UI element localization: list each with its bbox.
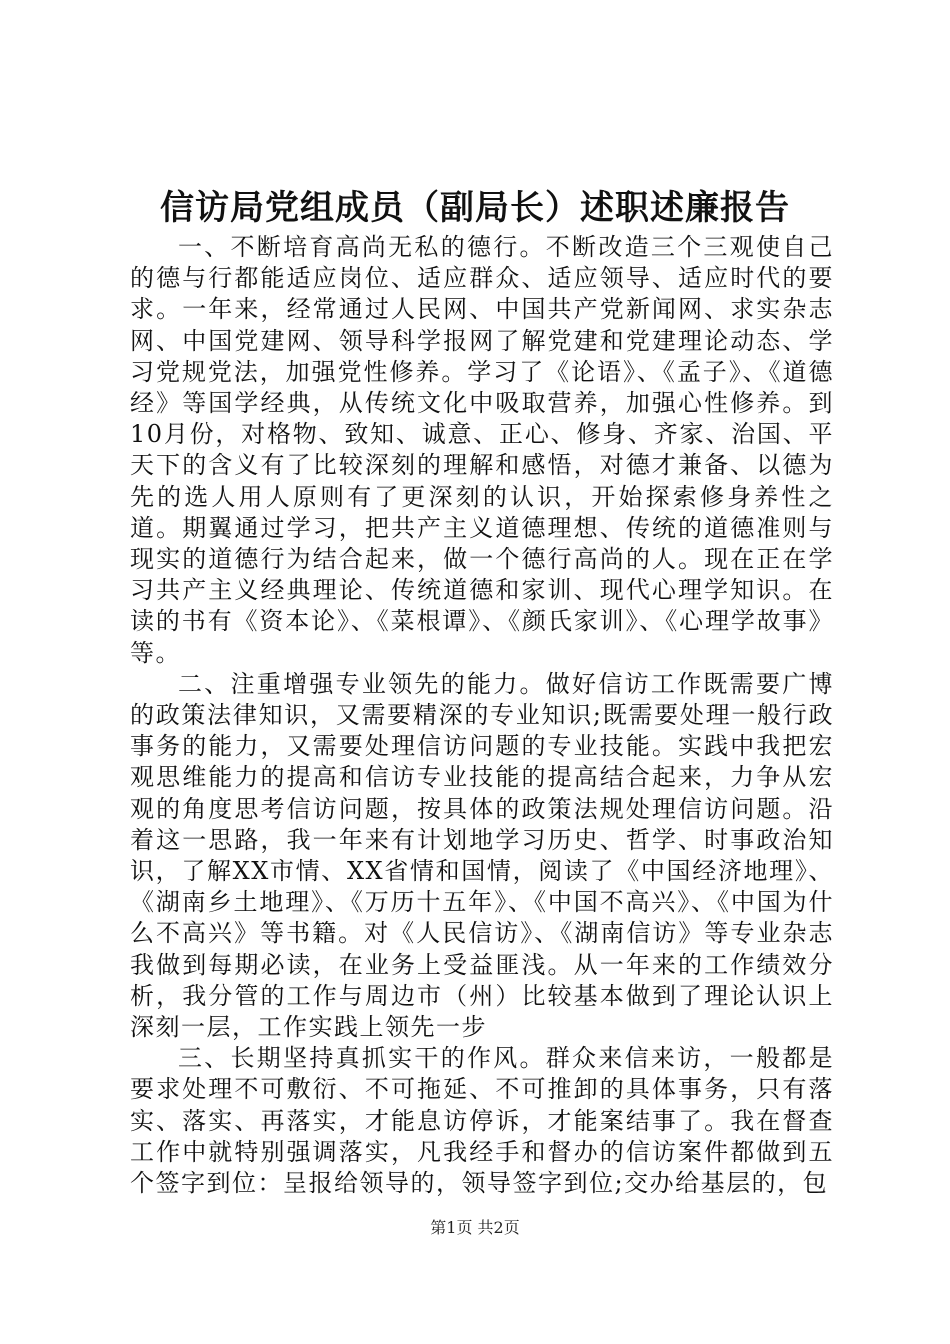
document-body xyxy=(130,232,834,1199)
paragraph-3: 三、长期坚持真抓实干的作风。群众来信来访，一般都是要求处理不可敷衍、不可拖延、不可推卸的具体事务，只有落实、落实、再落实，才能息访停诉，才能案结事了。我在督查工作中就特别强调落实，凡我经手和督办的信访案件都做到五个签字到位：呈报给领导的，领导签字到位;交办给基层的，包 xyxy=(130,1044,834,1198)
paragraph-2: 二、注重增强专业领先的能力。做好信访工作既需要广博的政策法律知识，又需要精深的专业知识;既需要处理一般行政事务的能力，又需要处理信访问题的专业技能。实践中我把宏观思维能力的提高和信访专业技能的提高结合起来，力争从宏观的角度思考信访问题，按具体的政策法规处理信访问题。沿着这一思路，我一年来有计划地学习历史、哲学、时事政治知识，了解XX市情、XX省情和国情，阅读了《中国经济地理》、《湖南乡土地理》、《万历十五年》、《中国不高兴》、《中国为什么不高兴》等书籍。对《人民信访》、《湖南信访》等专业杂志我做到每期必读，在业务上受益匪浅。从一年来的工作绩效分析，我分管的工作与周边市（州）比较基本做到了理论认识上深刻一层，工作实践上领先一步 xyxy=(130,669,834,1042)
page-footer: 第1页 共2页 xyxy=(430,1218,520,1237)
document-title: 信访局党组成员（副局长）述职述廉报告 xyxy=(160,188,790,228)
paragraph-1: 一、不断培育高尚无私的德行。不断改造三个三观使自己的德与行都能适应岗位、适应群众、适应领导、适应时代的要求。一年来，经常通过人民网、中国共产党新闻网、求实杂志网、中国党建网、领导科学报网了解党建和党建理论动态、学习党规党法，加强党性修养。学习了《论语》、《孟子》、《道德经》等国学经典，从传统文化中吸取营养，加强心性修养。到10月份，对格物、致知、诚意、正心、修身、齐家、治国、平天下的含义有了比较深刻的理解和感悟，对德才兼备、以德为先的选人用人原则有了更深刻的认识，开始探索修身养性之道。期翼通过学习，把共产主义道德理想、传统的道德准则与现实的道德行为结合起来，做一个德行高尚的人。现在正在学习共产主义经典理论、传统道德和家训、现代心理学知识。在读的书有《资本论》、《菜根谭》、《颜氏家训》、《心理学故事》等。 xyxy=(130,233,834,667)
